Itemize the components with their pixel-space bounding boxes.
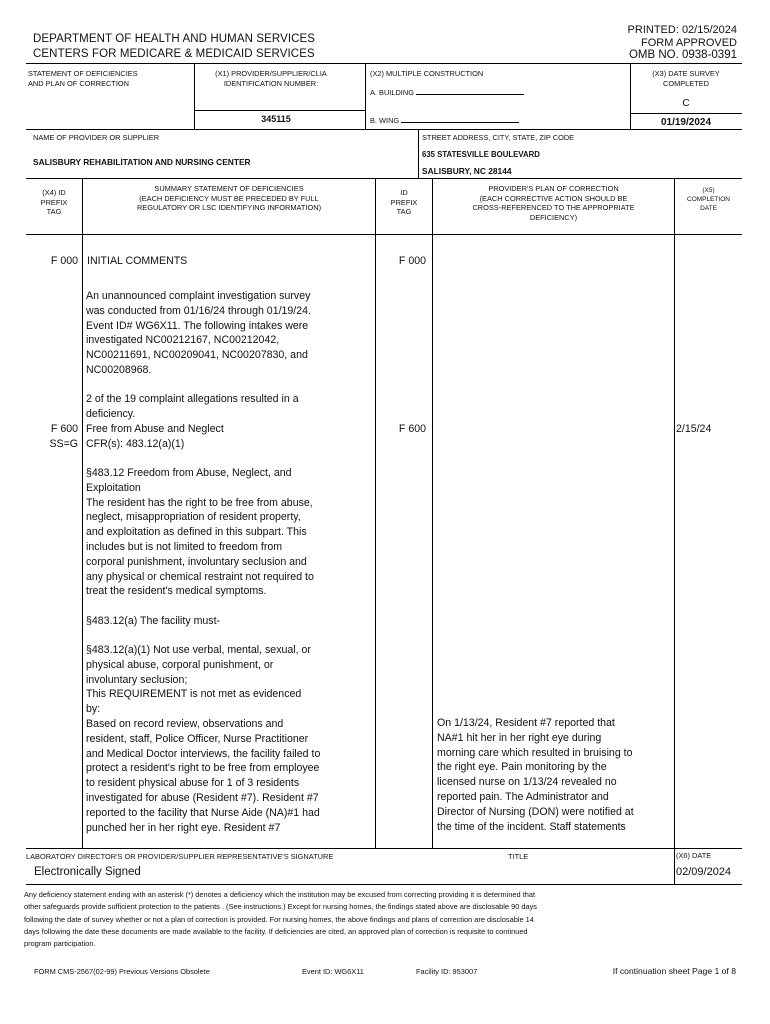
x5-header: (X5) COMPLETION DATE — [687, 187, 730, 212]
divider — [26, 63, 742, 64]
regulation-paragraph: §483.12 Freedom from Abuse, Neglect, and Exploitation The resident has the right to be free from abuse, neglect, misappropriation of resident property, and exploitation as defined in this subpart. This includes but is not limited to freedom from corporal punishment, involuntary seclusion and any physical or chemical restraint not required to treat the resident's medical symptoms. — [86, 467, 314, 598]
divider — [630, 63, 631, 129]
agency-line-2: CENTERS FOR MEDICARE & MEDICAID SERVICES — [33, 48, 315, 60]
divider — [26, 129, 742, 130]
id-header: ID PREFIX TAG — [390, 188, 418, 216]
findings-paragraph: §483.12(a)(1) Not use verbal, mental, sexual, or physical abuse, corporal punishment, or involuntary seclusion; This REQUIREMENT is not met as evidenced by: Based on record review, observations and resident, staff, Police Officer, Nurse Practitioner and Medical Doctor interviews, the facility failed to protect a resident's right to be free from employee to resident physical abuse for 1 of 3 residents investigated for abuse (Resident #7). Resident #7 reported to the facility that Nurse Aide (NA)#1 had punched her in her right eye. Resident #7 — [86, 644, 321, 834]
intro-paragraph: An unannounced complaint investigation survey was conducted from 01/16/24 through 01/19/24. Event ID# WG6X11. The following intakes were investigated NC00212167, NC00212042, NC00211691, NC00209041, NC00207830, and NC00208968. — [86, 290, 311, 376]
wing-field: B. WING — [370, 114, 519, 126]
x3-label: (X3) DATE SURVEY COMPLETED — [652, 69, 720, 88]
tag-f000: F 000 — [50, 255, 78, 267]
building-underline — [416, 86, 524, 95]
omb-number: OMB NO. 0938-0391 — [628, 49, 737, 61]
scope-severity: SS=G — [49, 437, 78, 450]
facility-id: Facility ID: 953007 — [416, 967, 478, 976]
column-divider — [82, 178, 83, 848]
allegations-paragraph: 2 of the 19 complaint allegations resulted in a deficiency. — [86, 393, 299, 420]
printed-date: PRINTED: 02/15/2024 — [627, 24, 737, 36]
column-divider — [674, 178, 675, 848]
form-status — [628, 24, 737, 62]
tag-f000-right: F 000 — [398, 255, 426, 267]
summary-header: SUMMARY STATEMENT OF DEFICIENCIES (EACH DEFICIENCY MUST BE PRECEDED BY FULL REGULATORY OR LSC IDENTIFYING INFORMATION) — [136, 184, 322, 212]
agency-line-1: DEPARTMENT OF HEALTH AND HUMAN SERVICES — [33, 33, 316, 45]
facility-must: §483.12(a) The facility must- — [86, 615, 221, 627]
divider — [26, 234, 742, 235]
initial-comments-title: INITIAL COMMENTS — [87, 255, 188, 267]
divider — [26, 178, 742, 179]
page-indicator: If continuation sheet Page 1 of 8 — [612, 966, 736, 976]
divider — [630, 113, 742, 114]
plan-header: PROVIDER'S PLAN OF CORRECTION (EACH CORRECTIVE ACTION SHOULD BE CROSS-REFERENCED TO THE APPROPRIATE DEFICIENCY) — [472, 184, 635, 222]
column-divider — [432, 178, 433, 848]
form-number: FORM CMS-2567(02-99) Previous Versions Obsolete — [34, 967, 210, 976]
provider-name: SALISBURY REHABILITATION AND NURSING CENTER — [33, 157, 251, 167]
form-approved: FORM APPROVED — [641, 36, 737, 49]
survey-date: 01/19/2024 — [660, 117, 712, 128]
agency-header — [33, 32, 315, 62]
signature-label: LABORATORY DIRECTOR'S OR PROVIDER/SUPPLIER REPRESENTATIVE'S SIGNATURE — [26, 852, 334, 861]
provider-id-number: 345115 — [261, 114, 291, 124]
f600-heading: Free from Abuse and Neglect CFR(s): 483.12(a)(1) — [86, 423, 224, 450]
x2-label: (X2) MULTIPLE CONSTRUCTION — [370, 69, 484, 78]
divider — [365, 63, 366, 129]
plan-of-correction-text: On 1/13/24, Resident #7 reported that NA#1 hit her in her right eye during morning care which resulted in bruising to the right eye. Pain monitoring by the licensed nurse on 1/13/24 revealed no reported pain. The Administrator and Director of Nursing (DON) were notified at the time of the incident. Staff statements — [437, 717, 634, 833]
divider — [674, 848, 675, 884]
completion-date: 2/15/24 — [676, 423, 712, 435]
street-address: 635 STATESVILLE BOULEVARD — [422, 150, 540, 159]
divider — [194, 63, 195, 129]
tag-f600: F 600 SS=G — [26, 422, 78, 452]
tag-f600-right: F 600 — [398, 423, 426, 435]
city-state-zip: SALISBURY, NC 28144 — [422, 166, 512, 176]
building-field: A. BUILDING — [370, 86, 524, 98]
disclaimer: Any deficiency statement ending with an asterisk (*) denotes a deficiency which the institution may be excused from correcting providing it is determined that other safeguards provide sufficient protection to the patients . (See instructions.) Except for nursing homes, the findings stated above are disclosable 90 days following the date of survey whether or not a plan of correction is provided. For nursing homes, the above findings and plans of correction are disclosable 14 days following the date these documents are made available to the facility. If deficiencies are cited, an approved plan of correction is requisite to continued program participation. — [24, 890, 537, 949]
date-label: (X6) DATE — [676, 851, 712, 860]
divider — [26, 884, 742, 885]
title-label: TITLE — [508, 852, 529, 861]
column-divider — [375, 178, 376, 848]
statement-label: STATEMENT OF DEFICIENCIES AND PLAN OF CORRECTION — [28, 69, 138, 88]
divider — [418, 129, 419, 178]
survey-code: C — [682, 98, 690, 109]
signature-date: 02/09/2024 — [676, 866, 732, 878]
wing-underline — [401, 114, 519, 123]
x1-label: (X1) PROVIDER/SUPPLIER/CLIA IDENTIFICATION NUMBER: — [215, 69, 327, 88]
event-id: Event ID: WG6X11 — [302, 967, 364, 976]
x4-header: (X4) ID PREFIX TAG — [40, 188, 68, 216]
address-label: STREET ADDRESS, CITY, STATE, ZIP CODE — [422, 133, 575, 142]
divider — [194, 110, 365, 111]
divider — [26, 848, 742, 849]
signature-value: Electronically Signed — [34, 866, 141, 878]
provider-name-label: NAME OF PROVIDER OR SUPPLIER — [33, 133, 160, 142]
